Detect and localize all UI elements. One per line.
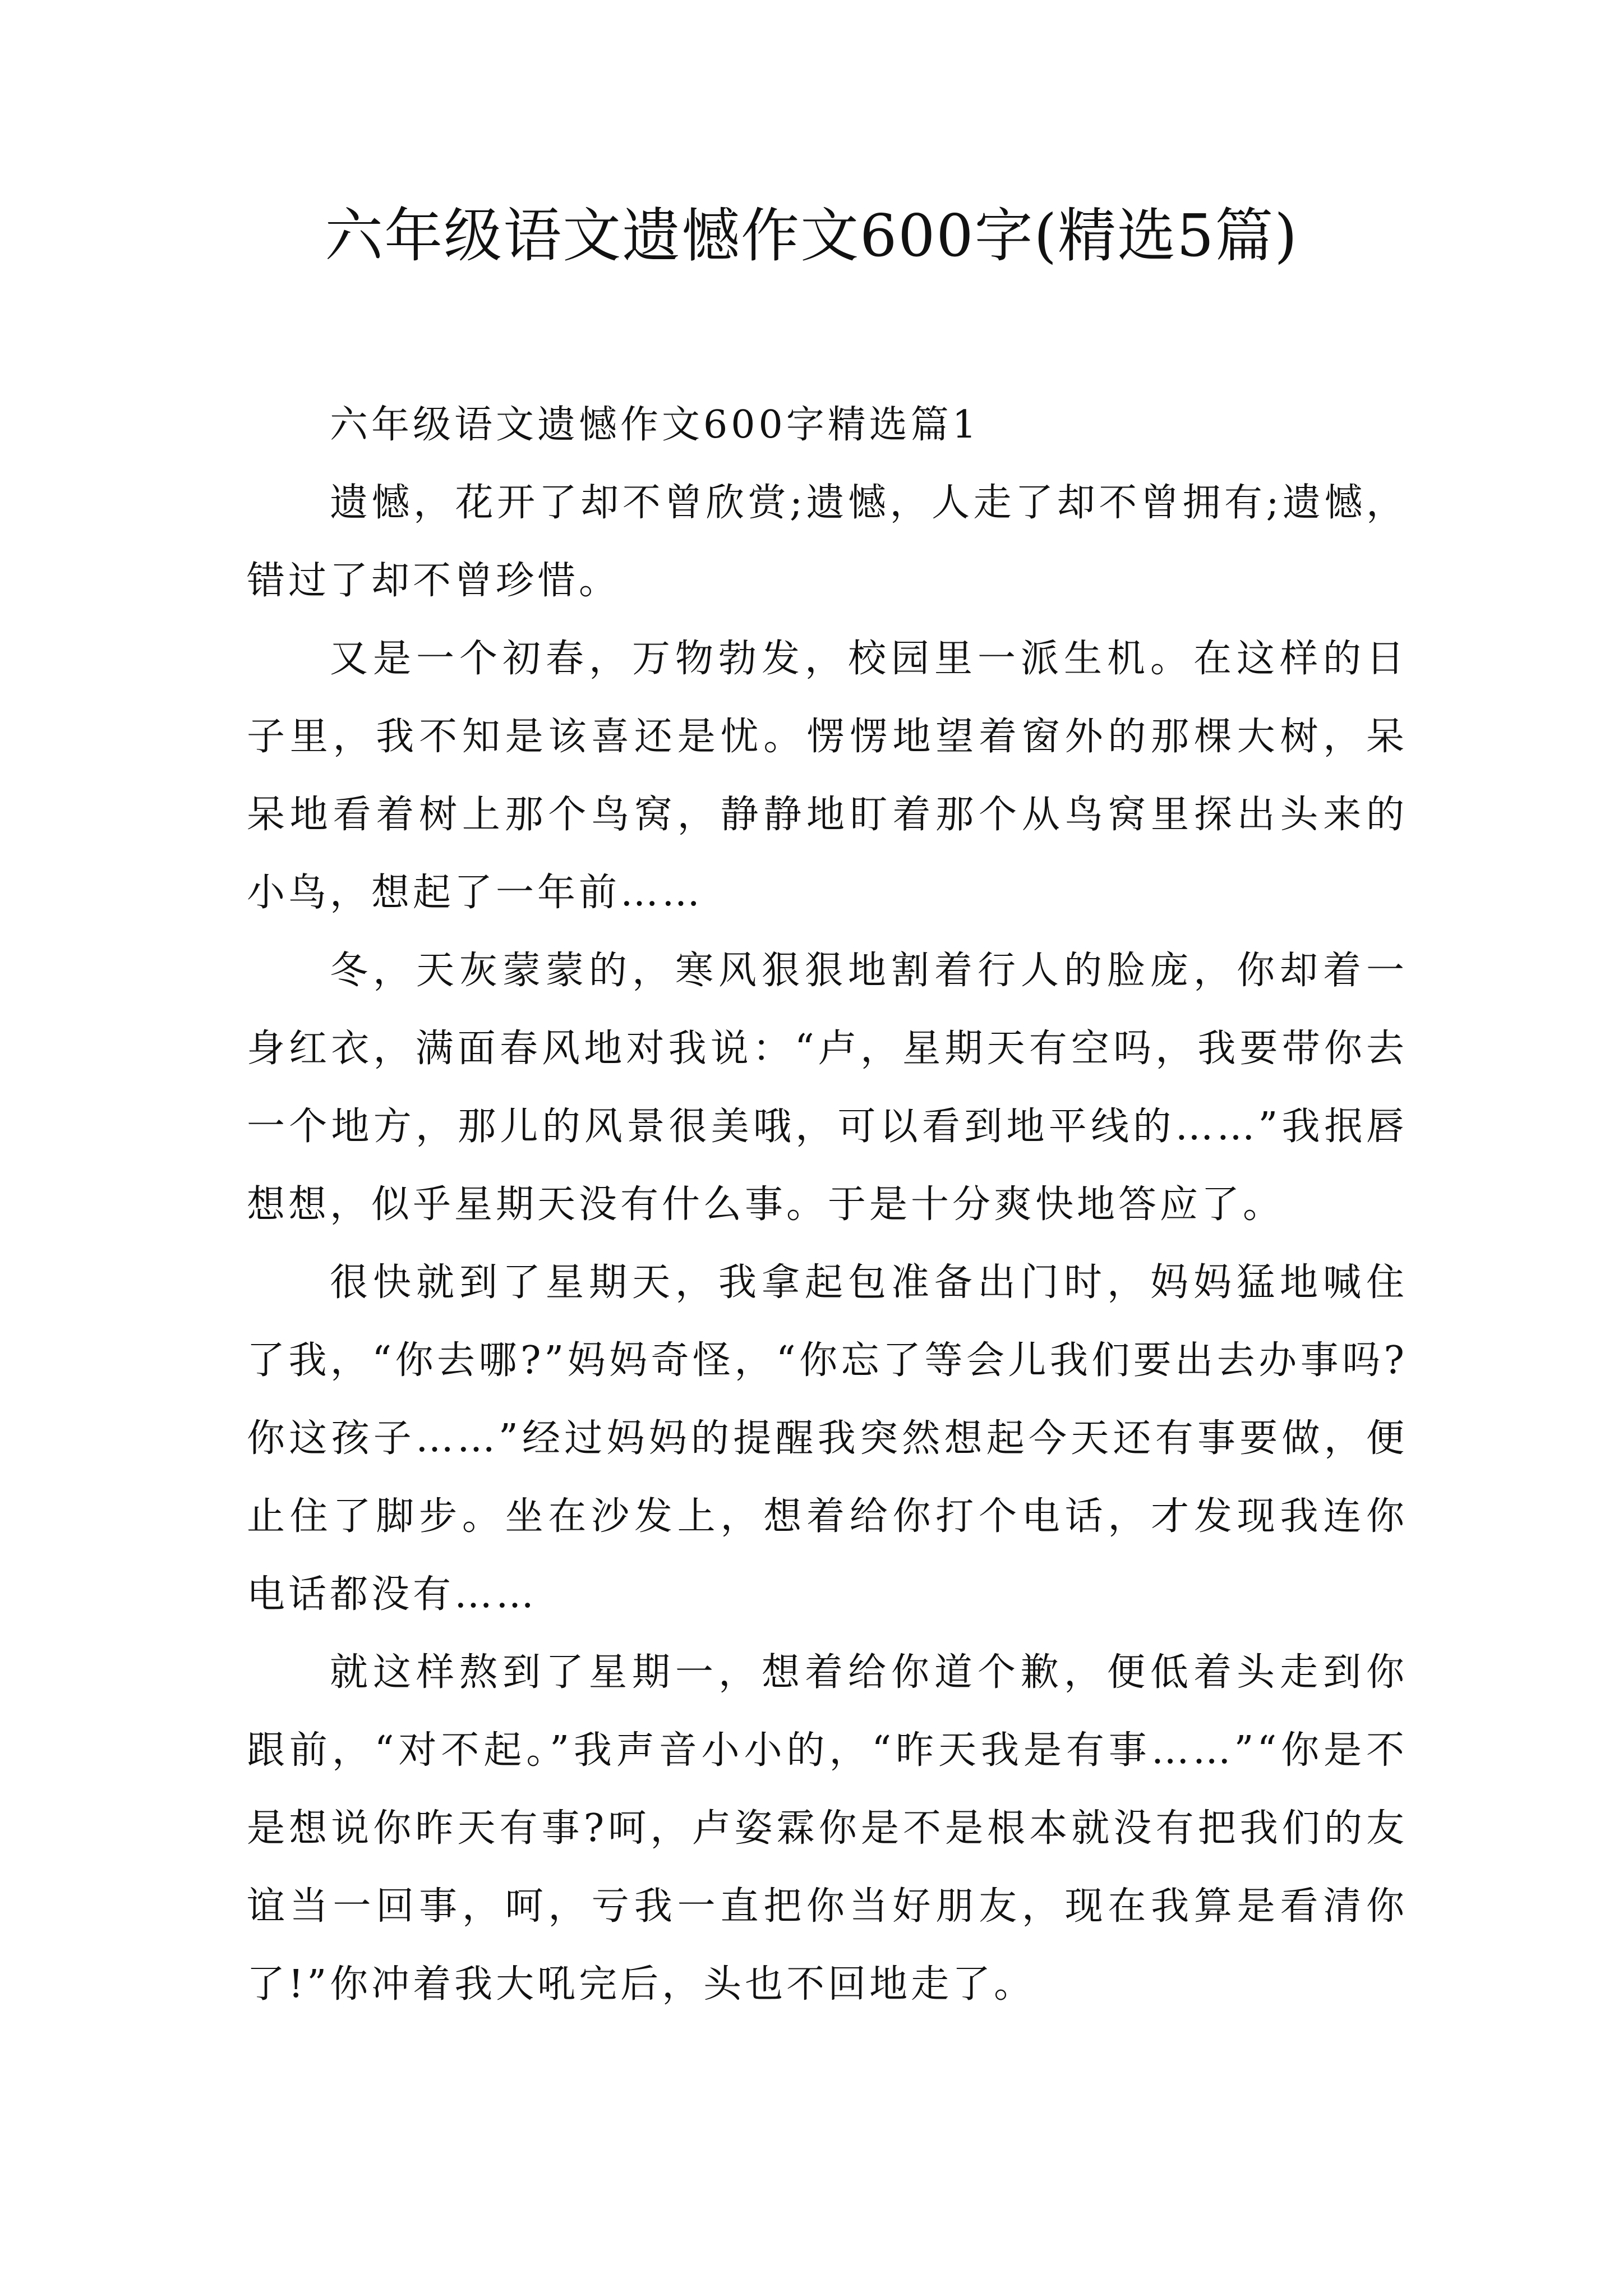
paragraph: 遗憾，花开了却不曾欣赏;遗憾，人走了却不曾拥有;遗憾，错过了却不曾珍惜。 [247,481,1408,603]
paragraph: 冬，天灰蒙蒙的，寒风狠狠地割着行人的脸庞，你却着一身红衣，满面春风地对我说：“卢，星期天有空吗，我要带你去一个地方，那儿的风景很美哦，可以看到地平线的……”我抿唇想想，似乎星期天没有什么事。于是十分爽快地答应了。 [247,949,1408,1227]
section-heading: 六年级语文遗憾作文600字精选篇1 [330,403,980,447]
article-body [247,386,1408,2023]
paragraph: 很快就到了星期天，我拿起包准备出门时，妈妈猛地喊住了我，“你去哪?”妈妈奇怪，“你忘了等会儿我们要出去办事吗?你这孩子……”经过妈妈的提醒我突然想起今天还有事要做，便止住了脚步。坐在沙发上，想着给你打个电话，才发现我连你电话都没有…… [247,1260,1408,1617]
paragraph: 又是一个初春，万物勃发，校园里一派生机。在这样的日子里，我不知是该喜还是忧。愣愣地望着窗外的那棵大树，呆呆地看着树上那个鸟窝，静静地盯着那个从鸟窝里探出头来的小鸟，想起了一年前…… [247,637,1408,915]
document-title: 六年级语文遗憾作文600字(精选5篇) [325,201,1298,270]
paragraph: 就这样熬到了星期一，想着给你道个歉，便低着头走到你跟前，“对不起。”我声音小小的，“昨天我是有事……”“你是不是想说你昨天有事?呵，卢姿霖你是不是根本就没有把我们的友谊当一回事，呵，亏我一直把你当好朋友，现在我算是看清你了!”你冲着我大吼完后，头也不回地走了。 [247,1650,1408,2007]
